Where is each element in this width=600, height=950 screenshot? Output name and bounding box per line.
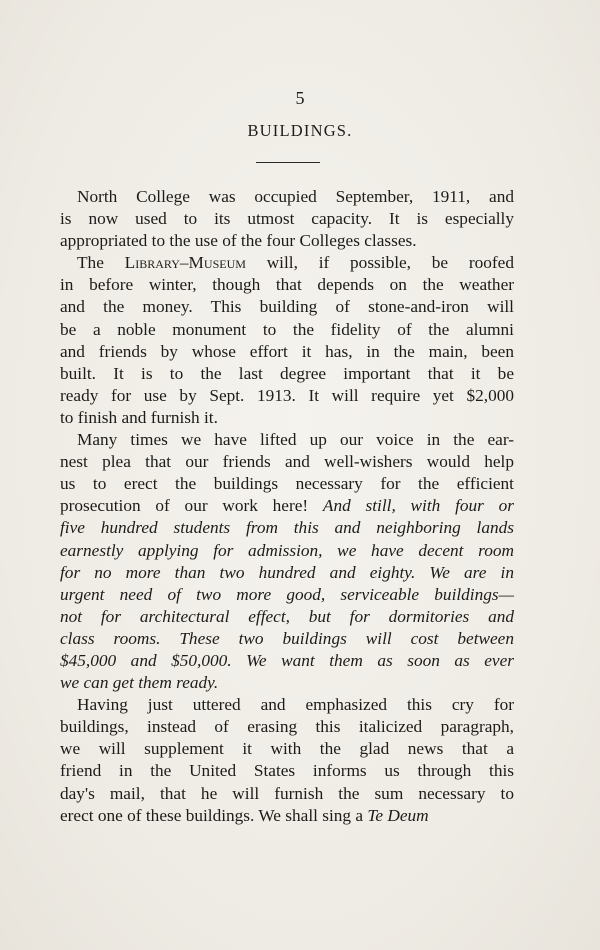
italic-text: urgent need of two more good, serviceable buildings— <box>60 584 514 604</box>
text-line <box>60 606 514 628</box>
italic-text: And still, with four or <box>322 496 515 516</box>
italic-text: $45,000 and $50,000. <box>60 650 232 670</box>
text-segment: prosecution of our work here! <box>60 496 323 516</box>
page-title: BUILDINGS. <box>247 121 353 140</box>
text-segment: friend in the United States informs us through this <box>60 761 514 781</box>
italic-text: class rooms. These two buildings will cost between <box>60 628 514 648</box>
paragraph <box>60 694 514 827</box>
text-line <box>60 429 514 451</box>
text-line <box>60 208 514 230</box>
text-line <box>60 672 514 694</box>
text-line <box>60 274 514 296</box>
text-segment <box>232 651 247 670</box>
text-line <box>60 407 514 429</box>
text-line <box>60 495 514 517</box>
text-segment: built. It is to the last degree important that it be <box>60 363 514 383</box>
text-segment: to finish and furnish it. <box>60 407 218 427</box>
text-line <box>60 473 514 495</box>
paragraph <box>60 186 514 252</box>
text-line <box>60 716 514 738</box>
text-line <box>60 230 514 252</box>
italic-text: for no more than two hundred and eighty. We are in <box>60 562 514 582</box>
text-line <box>60 451 514 473</box>
text-line <box>60 562 514 584</box>
text-segment: and the money. This building of stone-and-iron will <box>60 297 514 317</box>
text-segment: ready for use by Sept. 1913. It will require yet $2,000 <box>60 385 514 405</box>
text-segment: Many times we have lifted up our voice in the ear- <box>77 430 514 450</box>
text-line <box>60 628 514 650</box>
text-line <box>60 650 514 672</box>
text-line <box>60 738 514 760</box>
italic-text: we can get them ready. <box>60 673 219 693</box>
text-segment: appropriated to the use of the four Colleges classes. <box>60 231 417 251</box>
title-divider <box>256 162 320 163</box>
text-segment: is now used to its utmost capacity. It is especially <box>60 209 514 229</box>
text-line <box>60 186 514 208</box>
paragraph <box>60 252 514 429</box>
text-line <box>60 385 514 407</box>
text-segment: will, if possible, be roofed <box>245 253 514 273</box>
text-segment: we will supplement it with the glad news that a <box>60 739 514 759</box>
italic-text: earnestly applying for admission, we have decent room <box>60 540 514 560</box>
text-segment: be a noble monument to the fidelity of the alumni <box>60 319 514 339</box>
text-line <box>60 363 514 385</box>
text-segment: nest plea that our friends and well-wishers would help <box>60 452 514 472</box>
text-line <box>60 783 514 805</box>
text-segment: North College was occupied September, 1911, and <box>77 187 514 206</box>
text-segment: us to erect the buildings necessary for the efficient <box>60 474 514 494</box>
italic-text: Te Deum <box>367 805 429 825</box>
text-segment: buildings, instead of erasing this italicized paragraph, <box>60 717 514 737</box>
text-segment: erect one of these buildings. We shall sing a <box>60 805 368 825</box>
text-line <box>60 760 514 782</box>
italic-text: not for architectural effect, but for dormitories and <box>60 606 514 626</box>
text-line <box>60 319 514 341</box>
italic-text: five hundred students from this and neighboring lands <box>60 518 514 538</box>
text-line <box>60 252 514 274</box>
text-segment: The <box>77 253 125 273</box>
page-number: 5 <box>295 88 305 108</box>
text-line <box>60 517 514 539</box>
text-line <box>60 296 514 318</box>
small-caps-text: Library–Museum <box>124 253 246 273</box>
body-text <box>60 186 514 827</box>
paragraph <box>60 429 514 694</box>
text-segment: day's mail, that he will furnish the sum necessary to <box>60 783 514 803</box>
text-line <box>60 694 514 716</box>
text-line <box>60 540 514 562</box>
text-line <box>60 341 514 363</box>
italic-text: We want them as soon as ever <box>246 650 514 670</box>
text-line <box>60 584 514 606</box>
text-segment: and friends by whose effort it has, in the main, been <box>60 341 514 361</box>
text-segment: Having just uttered and emphasized this cry for <box>77 695 514 715</box>
text-line <box>60 805 514 827</box>
text-segment: in before winter, though that depends on the weather <box>60 275 514 295</box>
